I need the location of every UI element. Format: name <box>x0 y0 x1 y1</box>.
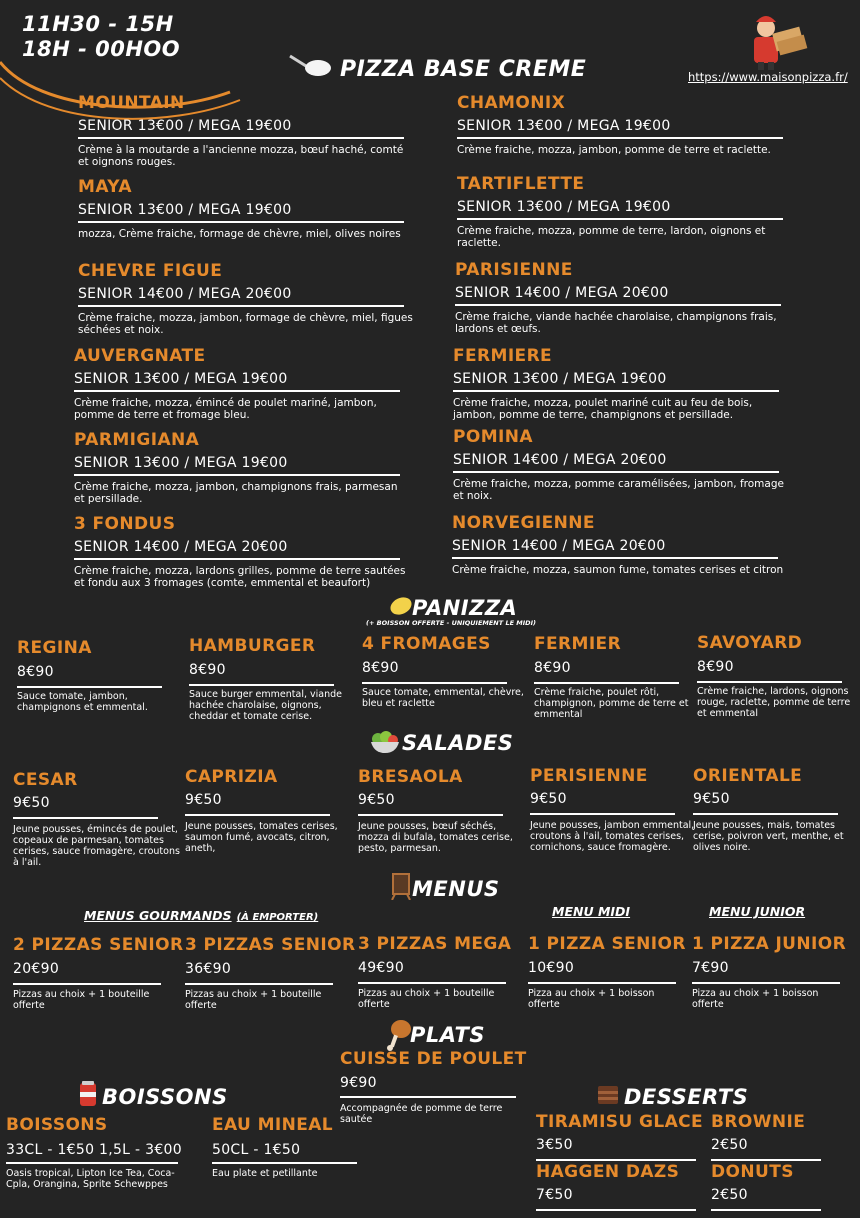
section-title-salades: SALADES <box>402 731 514 755</box>
item-price: SENIOR 13€00 / MEGA 19€00 <box>78 202 292 218</box>
item-divider <box>453 471 779 473</box>
item-name: BROWNIE <box>711 1112 806 1132</box>
item-price: 9€50 <box>358 792 395 808</box>
soda-can-icon <box>78 1080 98 1108</box>
item-price: 2€50 <box>711 1137 748 1153</box>
item-divider <box>457 137 783 139</box>
item-divider <box>358 814 503 816</box>
item-price: SENIOR 13€00 / MEGA 19€00 <box>457 199 671 215</box>
item-name: PARISIENNE <box>455 260 573 280</box>
item-divider <box>74 474 400 476</box>
lemon-icon <box>388 594 414 618</box>
item-divider <box>78 137 404 139</box>
item-price: 9€50 <box>13 795 50 811</box>
item-name: 3 PIZZAS SENIOR <box>185 935 356 955</box>
item-divider <box>185 814 330 816</box>
section-title-plats: PLATS <box>410 1023 485 1047</box>
item-name: POMINA <box>453 427 533 447</box>
item-name: CHEVRE FIGUE <box>78 261 223 281</box>
item-name: BOISSONS <box>6 1115 108 1135</box>
item-description: Sauce tomate, jambon, champignons et emmental. <box>17 691 148 713</box>
item-name: ORIENTALE <box>693 766 803 786</box>
item-price: 2€50 <box>711 1187 748 1203</box>
item-price: 50CL - 1€50 <box>212 1142 301 1158</box>
item-description: Crème fraiche, mozza, jambon, pomme de terre et raclette. <box>457 144 771 156</box>
menus-gourmands-note: (À EMPORTER) <box>236 912 319 923</box>
item-divider <box>212 1162 357 1164</box>
plat-price: 9€90 <box>340 1075 377 1091</box>
item-divider <box>697 681 842 683</box>
item-price: 9€50 <box>693 791 730 807</box>
item-description: Crème fraiche, mozza, jambon, formage de chèvre, miel, figues séchées et noix. <box>78 312 413 336</box>
item-description: Crème fraiche, poulet rôti, champignon, pomme de terre et emmental <box>534 687 689 720</box>
item-divider <box>534 682 679 684</box>
item-divider <box>693 813 838 815</box>
item-description: Crème fraiche, mozza, pomme de terre, lardon, oignons et raclette. <box>457 225 766 249</box>
item-divider <box>13 983 161 985</box>
item-price: SENIOR 14€00 / MEGA 20€00 <box>74 539 288 555</box>
item-name: SAVOYARD <box>697 633 803 653</box>
item-price: SENIOR 14€00 / MEGA 20€00 <box>78 286 292 302</box>
item-divider <box>692 982 840 984</box>
item-price: 7€90 <box>692 960 729 976</box>
item-description: Crème fraiche, mozza, pomme caramélisées, jambon, fromage et noix. <box>453 478 784 502</box>
section-title-base-creme: PIZZA BASE CREME <box>340 57 587 82</box>
item-price: 33CL - 1€50 1,5L - 3€00 <box>6 1142 182 1158</box>
item-divider <box>185 983 333 985</box>
item-name: 1 PIZZA SENIOR <box>528 934 686 954</box>
item-description: Pizzas au choix + 1 bouteille offerte <box>185 989 322 1011</box>
item-divider <box>17 686 162 688</box>
website-link[interactable]: https://www.maisonpizza.fr/ <box>688 70 848 84</box>
item-divider <box>452 557 778 559</box>
item-divider <box>74 558 400 560</box>
item-divider <box>74 390 400 392</box>
item-name: MAYA <box>78 177 132 197</box>
item-description: Pizzas au choix + 1 bouteille offerte <box>358 988 495 1010</box>
item-name: HAMBURGER <box>189 636 316 656</box>
item-price: 8€90 <box>697 659 734 675</box>
item-description: Sauce burger emmental, viande hachée charolaise, oignons, cheddar et tomate cerise. <box>189 689 342 722</box>
section-title-desserts: DESSERTS <box>624 1085 749 1109</box>
item-price: SENIOR 14€00 / MEGA 20€00 <box>452 538 666 554</box>
item-divider <box>536 1159 696 1161</box>
plat-description: Accompagnée de pomme de terre sautée <box>340 1103 503 1125</box>
item-price: SENIOR 13€00 / MEGA 19€00 <box>78 118 292 134</box>
plat-name: CUISSE DE POULET <box>340 1049 527 1069</box>
item-price: 9€50 <box>530 791 567 807</box>
item-name: NORVEGIENNE <box>452 513 595 533</box>
item-divider <box>362 682 507 684</box>
pizza-chef-icon <box>744 10 812 72</box>
item-name: HAGGEN DAZS <box>536 1162 680 1182</box>
item-description: Sauce tomate, emmental, chèvre, bleu et raclette <box>362 687 524 709</box>
item-divider <box>455 304 781 306</box>
item-description: Crème fraiche, mozza, lardons grilles, pomme de terre sautées et fondu aux 3 fromages (comte, emmental et beaufort) <box>74 565 406 589</box>
item-description: Jeune pousses, bœuf séchés, mozza di bufala, tomates cerise, pesto, parmesan. <box>358 821 513 854</box>
item-description: Jeune pousses, jambon emmental, croutons à l'ail, tomates cerises, cornichons, sauce fromagère. <box>530 820 695 853</box>
item-name: PARMIGIANA <box>74 430 200 450</box>
item-name: TIRAMISU GLACE <box>536 1112 704 1132</box>
menu-junior-heading: MENU JUNIOR <box>709 904 806 919</box>
item-divider <box>78 221 404 223</box>
item-name: TARTIFLETTE <box>457 174 585 194</box>
item-price: 3€50 <box>536 1137 573 1153</box>
item-description: Jeune pousses, émincés de poulet, copeaux de parmesan, tomates cerises, sauce fromagère, croutons à l'ail. <box>13 824 180 868</box>
item-price: SENIOR 14€00 / MEGA 20€00 <box>453 452 667 468</box>
item-price: 20€90 <box>13 961 60 977</box>
item-price: 7€50 <box>536 1187 573 1203</box>
item-divider <box>13 817 158 819</box>
item-divider <box>711 1209 821 1211</box>
hours-lunch: 11H30 - 15H <box>22 12 174 36</box>
item-name: 3 FONDUS <box>74 514 176 534</box>
hours-evening: 18H - 00HOO <box>22 37 181 61</box>
item-divider <box>530 813 675 815</box>
opening-hours <box>22 12 180 62</box>
item-name: CESAR <box>13 770 78 790</box>
item-name: FERMIER <box>534 634 622 654</box>
item-name: 4 FROMAGES <box>362 634 491 654</box>
item-description: Pizza au choix + 1 boisson offerte <box>692 988 819 1010</box>
section-title-boissons: BOISSONS <box>102 1085 228 1109</box>
item-price: SENIOR 13€00 / MEGA 19€00 <box>74 371 288 387</box>
item-name: BRESAOLA <box>358 767 463 787</box>
salad-bowl-icon <box>368 730 402 754</box>
item-description: Crème fraiche, mozza, saumon fume, tomates cerises et citron <box>452 564 784 576</box>
item-divider <box>457 218 783 220</box>
item-divider <box>358 982 506 984</box>
item-description: Pizzas au choix + 1 bouteille offerte <box>13 989 150 1011</box>
item-name: EAU MINEAL <box>212 1115 334 1135</box>
item-description: Crème fraiche, mozza, poulet mariné cuit au feu de bois, jambon, pomme de terre, champignons et persillade. <box>453 397 753 421</box>
item-divider <box>536 1209 696 1211</box>
item-price: 36€90 <box>185 961 232 977</box>
item-divider <box>78 305 404 307</box>
menus-gourmands-label: MENUS GOURMANDS <box>84 908 232 923</box>
item-name: FERMIERE <box>453 346 553 366</box>
item-name: CAPRIZIA <box>185 767 278 787</box>
item-price: 9€50 <box>185 792 222 808</box>
item-description: Crème fraiche, viande hachée charolaise, champignons frais, lardons et œufs. <box>455 311 777 335</box>
item-name: MOUNTAIN <box>78 93 185 113</box>
item-description: Crème fraiche, lardons, oignons rouge, raclette, pomme de terre et emmental <box>697 686 851 719</box>
item-divider <box>528 982 676 984</box>
item-price: SENIOR 13€00 / MEGA 19€00 <box>453 371 667 387</box>
item-description: Crème fraiche, mozza, jambon, champignons frais, parmesan et persillade. <box>74 481 398 505</box>
item-name: DONUTS <box>711 1162 794 1182</box>
item-name: PERISIENNE <box>530 766 648 786</box>
item-price: SENIOR 14€00 / MEGA 20€00 <box>455 285 669 301</box>
item-divider <box>453 390 779 392</box>
item-description: Crème fraiche, mozza, émincé de poulet mariné, jambon, pomme de terre et fromage bleu. <box>74 397 377 421</box>
item-divider <box>189 684 334 686</box>
item-name: AUVERGNATE <box>74 346 206 366</box>
panizza-note: (+ BOISSON OFFERTE - UNIQUIEMENT LE MIDI) <box>366 619 536 627</box>
item-price: 8€90 <box>362 660 399 676</box>
item-name: 1 PIZZA JUNIOR <box>692 934 847 954</box>
dessert-box-icon <box>596 1082 620 1106</box>
item-name: 3 PIZZAS MEGA <box>358 934 512 954</box>
item-price: SENIOR 13€00 / MEGA 19€00 <box>457 118 671 134</box>
item-description: Eau plate et petillante <box>212 1168 318 1179</box>
item-description: Jeune pousses, tomates cerises, saumon fumé, avocats, citron, aneth, <box>185 821 338 854</box>
item-name: CHAMONIX <box>457 93 566 113</box>
item-description: Oasis tropical, Lipton Ice Tea, Coca-Cpla, Orangina, Sprite Schewppes <box>6 1168 175 1190</box>
item-description: Jeune pousses, mais, tomates cerise, poivron vert, menthe, et olives noire. <box>693 820 844 853</box>
item-price: 8€90 <box>17 664 54 680</box>
item-name: REGINA <box>17 638 92 658</box>
item-description: mozza, Crème fraiche, formage de chèvre, miel, olives noires <box>78 228 401 240</box>
item-divider <box>711 1159 821 1161</box>
item-description: Pizza au choix + 1 boisson offerte <box>528 988 655 1010</box>
item-price: SENIOR 13€00 / MEGA 19€00 <box>74 455 288 471</box>
item-price: 8€90 <box>189 662 226 678</box>
item-price: 10€90 <box>528 960 575 976</box>
cream-spoon-icon <box>288 52 332 78</box>
item-divider <box>6 1162 178 1164</box>
chalkboard-icon <box>390 872 412 900</box>
item-price: 8€90 <box>534 660 571 676</box>
chicken-leg-icon <box>386 1018 412 1052</box>
item-description: Crème à la moutarde a l'ancienne mozza, bœuf haché, comté et oignons rouges. <box>78 144 404 168</box>
plat-divider <box>340 1096 516 1098</box>
menu-midi-heading: MENU MIDI <box>552 904 631 919</box>
item-name: 2 PIZZAS SENIOR <box>13 935 184 955</box>
item-price: 49€90 <box>358 960 405 976</box>
menus-gourmands-heading <box>84 905 318 924</box>
section-title-menus: MENUS <box>412 877 500 901</box>
section-title-panizza: PANIZZA <box>412 596 518 620</box>
